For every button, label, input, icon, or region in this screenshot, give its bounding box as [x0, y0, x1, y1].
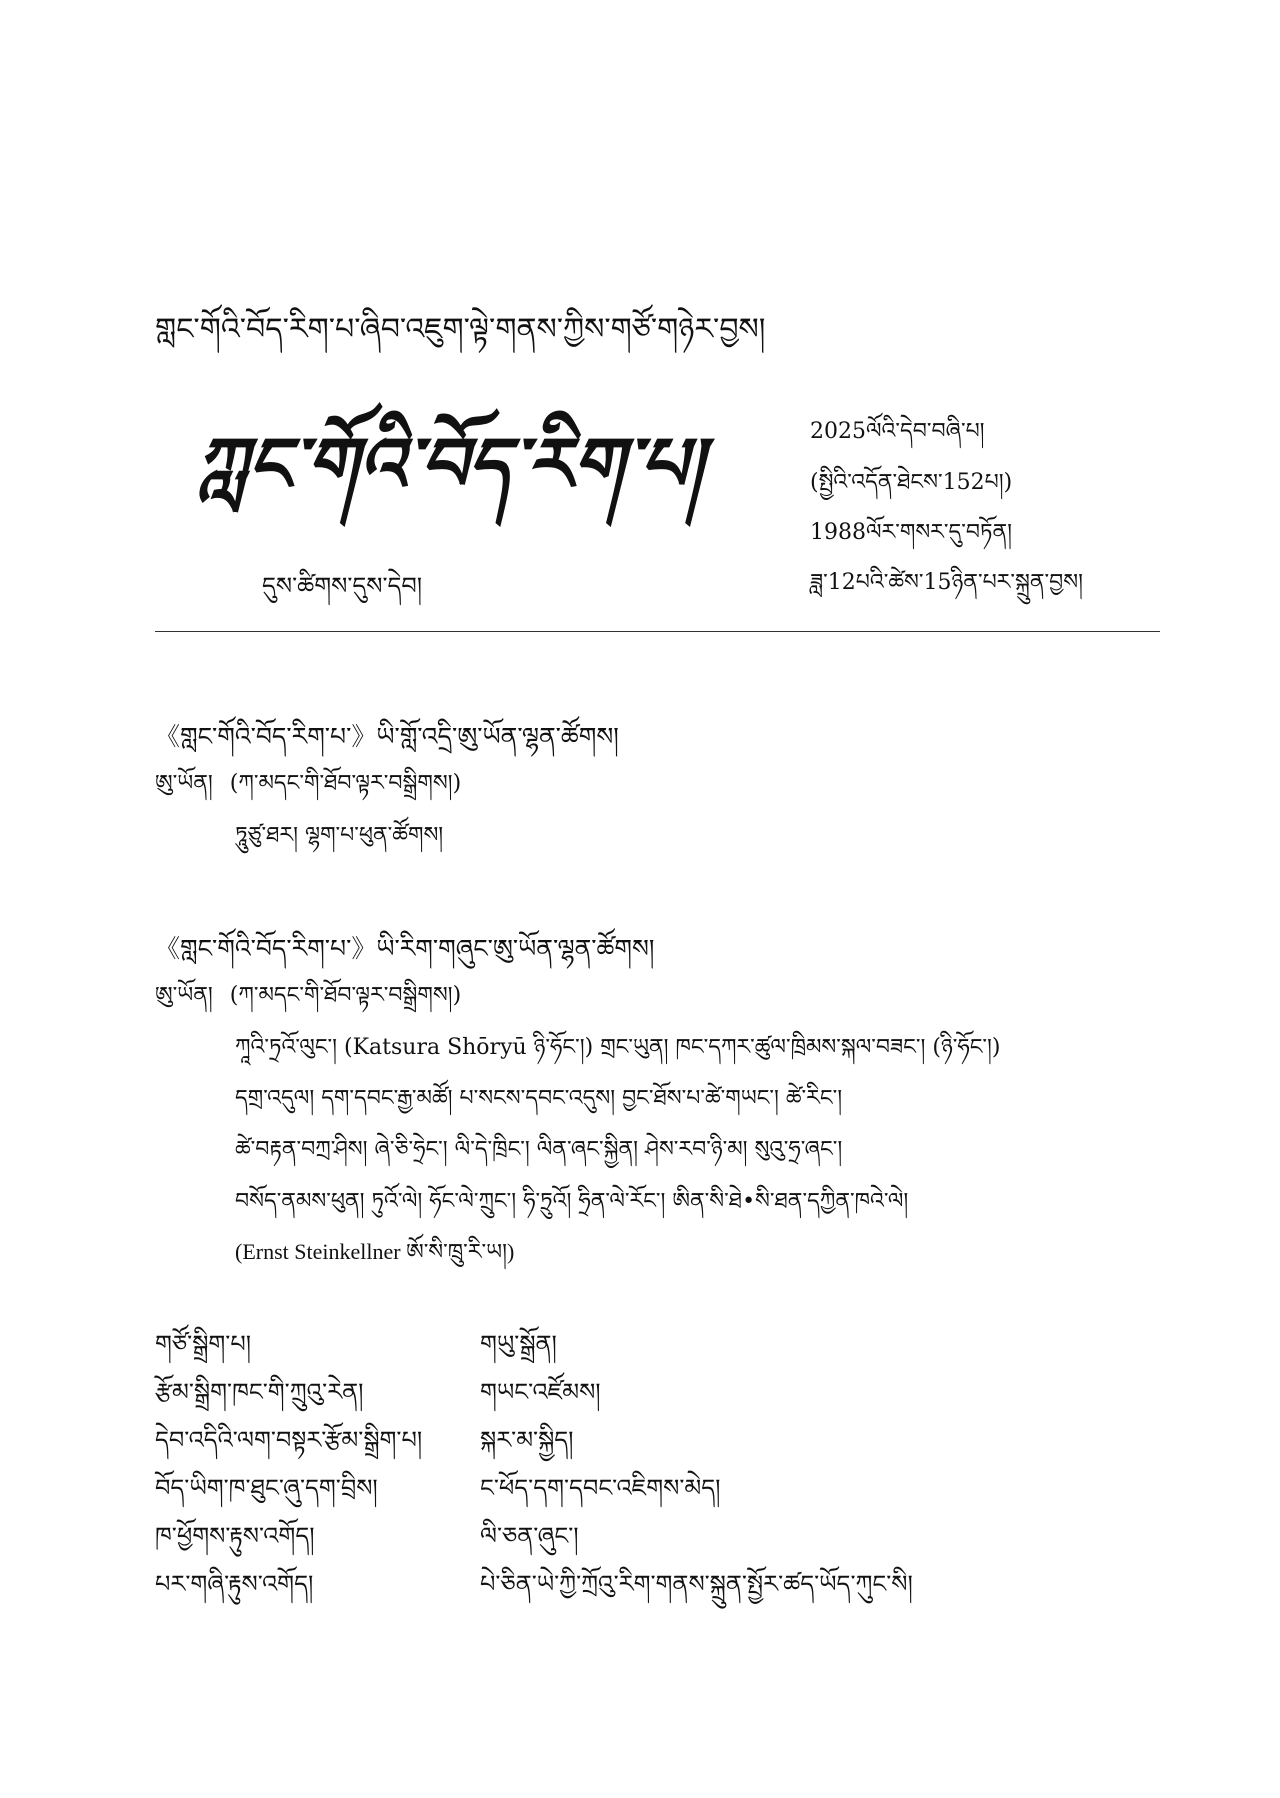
issue-total: (སྤྱིའི་འདོན་ཐེངས་152པ།)	[810, 470, 1013, 495]
first-published: 1988ལོར་གསར་དུ་བཏོན།	[810, 520, 1013, 545]
publish-date: ཟླ་12པའི་ཚེས་15ཉིན་པར་སྐྲུན་བྱས།	[810, 570, 1083, 595]
header-divider	[155, 631, 1160, 632]
members-note: (ཀ་མདང་གི་ཐོབ་ལྟར་བསྒྲིགས།)	[229, 771, 462, 796]
journal-subtitle: དུས་ཚིགས་དུས་དེབ།	[262, 572, 423, 600]
members-label: ཨུ་ཡོན།	[155, 771, 213, 796]
journal-board-members: ཏཱུཙུ་ཐར། ལྷག་པ་ཕུན་ཚོགས།	[235, 823, 444, 848]
journal-board-heading: 《གླང་གོའི་བོད་རིག་པ་》ཡི་གློ་འདྲི་ཨུ་ཡོན་ལྷན་ཚོགས།	[155, 722, 619, 751]
academic-member-line: (Ernst Steinkellner ཨོ་སི་ཁྲུ་རི་ཡ།)	[235, 1239, 515, 1264]
staff-value: སྐར་མ་སྐྱིད།	[480, 1426, 574, 1454]
issue-number: 2025ལོའི་དེབ་བཞི་པ།	[810, 419, 985, 444]
staff-value: གཡུ་སྒྲོན།	[480, 1330, 557, 1358]
journal-logo	[195, 390, 704, 520]
members-label: ཨུ་ཡོན།	[155, 983, 213, 1008]
staff-value: པེ་ཅིན་ཡེ་ཀྱི་ཀྲོའུ་རིག་གནས་སྐྲུན་སྤྱོར་ཚད་ཡོད་ཀུང་སི།	[480, 1570, 913, 1598]
academic-member-line: བསོད་ནམས་ཕུན། ཏུའོ་ལེ། ཧོང་ལེ་ཀྲུང་། ཧི་ཏྲུའོ། ཧྲིན་ལེ་རོང་། ཨིན་སི་ཐེ•སི་ཐན་དཀྱིན་ཁའེ་ལེ།	[235, 1189, 909, 1214]
academic-member-line: ཚེ་བརྟན་བཀྲ་ཤིས། ཞེ་ཅི་ཧྲེང་། ལི་དེ་ཁྲིང་། ལིན་ཞང་སྐྱིན། ཤེས་རབ་ཉི་མ། སུའུ་ཧྲ་ཞང་།	[235, 1137, 843, 1162]
svg-text:ཀླང་གོའི་བོད་རིག་པ།: ཀླང་གོའི་བོད་རིག་པ།	[195, 422, 704, 508]
staff-value: ང་ཕོད་དག་དབང་འཇིགས་མེད།	[480, 1474, 721, 1502]
staff-label: ཁ་ཕྱོགས་རྟུས་འགོད།	[155, 1522, 315, 1550]
staff-label: བོད་ཡིག་ཁ་ཐུང་ཞུ་དག་བྲིས།	[155, 1474, 378, 1502]
staff-label: གཙོ་སྒྲིག་པ།	[155, 1330, 252, 1358]
academic-board-heading: 《གླང་གོའི་བོད་རིག་པ་》ཡི་རིག་གཞུང་ཨུ་ཡོན་ལྷན་ཚོགས།	[155, 934, 655, 963]
staff-label: པར་གཞི་རྟུས་འགོད།	[155, 1570, 314, 1598]
staff-value: གཡང་འཛོམས།	[480, 1378, 601, 1406]
staff-value: ལི་ཅན་ཞུང་།	[480, 1522, 579, 1550]
academic-member-line: ཀཱའི་ཏྲའོ་ལུང་། (Katsura Shōryū ཉི་ཧོང་།) གྲང་ཡུན། ཁང་དཀར་ཚུལ་ཁྲིམས་སྐལ་བཟང་། (ཉི་ཧོང་།)	[235, 1035, 1001, 1060]
members-note: (ཀ་མདང་གི་ཐོབ་ལྟར་བསྒྲིགས།)	[229, 983, 462, 1008]
staff-label: རྩོམ་སྒྲིག་ཁང་གི་ཀྲུའུ་རེན།	[155, 1378, 364, 1406]
academic-member-line: དགྲ་འདུལ། དག་དབང་རྒྱ་མཚོ། པ་སངས་དབང་འདུས། བྱང་ཐོས་པ་ཚེ་གཡང་། ཚེ་རིང་།	[235, 1086, 843, 1111]
publisher-title: གླང་གོའི་བོད་རིག་པ་ཞིབ་འཇུག་ལྟེ་གནས་ཀྱིས་གཙོ་གཉེར་བྱས།	[155, 312, 766, 347]
staff-label: དེབ་འདིའི་ལག་བསྟར་རྩོམ་སྒྲིག་པ།	[155, 1426, 423, 1454]
